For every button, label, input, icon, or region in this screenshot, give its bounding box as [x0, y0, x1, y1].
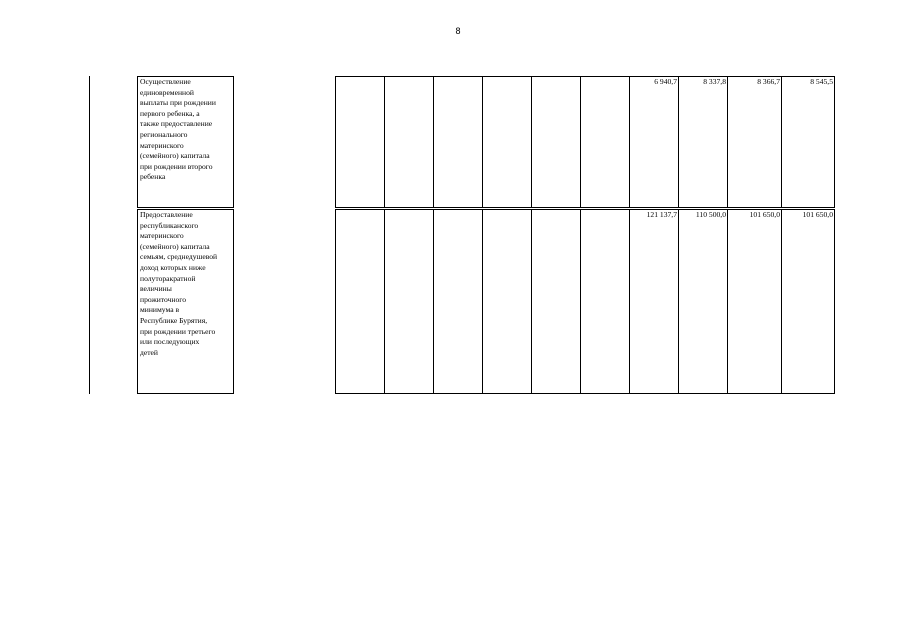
row-2-cells [335, 209, 835, 394]
row-2-cell-7: 121 137,7 [629, 209, 678, 393]
row-2-cell-6 [580, 209, 629, 393]
margin-rule [89, 76, 90, 394]
row-1-cell-2 [384, 76, 433, 207]
row-2-cell-1 [335, 209, 384, 393]
row-1-cell-7: 6 940,7 [629, 76, 678, 207]
row-1-cell-1 [335, 76, 384, 207]
row-2-cell-10: 101 650,0 [781, 209, 835, 393]
row-1-cell-9: 8 366,7 [727, 76, 781, 207]
row-1-cell-5 [531, 76, 580, 207]
row-2-cell-9: 101 650,0 [727, 209, 781, 393]
page-number: 8 [455, 26, 461, 36]
row-1-cell-4 [482, 76, 531, 207]
row-1-cells [335, 76, 835, 208]
row-1-cell-3 [433, 76, 482, 207]
row-2-cell-2 [384, 209, 433, 393]
row-2-cell-3 [433, 209, 482, 393]
row-1-cell-6 [580, 76, 629, 207]
row-2-cell-5 [531, 209, 580, 393]
row-2-cell-4 [482, 209, 531, 393]
row-2-description: Предоставление республиканского материнского (семейного) капитала семьям, среднедушевой доход которых ниже полуторакратной величины прожиточного минимума в Республике Бурятия, при рождении третьего или последующих детей [137, 209, 234, 394]
row-1-description: Осуществление единовременной выплаты при рождении первого ребенка, а также предоставление регионального материнского (семейного) капитала при рождении второго ребенка [137, 76, 234, 208]
row-1-cell-8: 8 337,8 [678, 76, 727, 207]
row-2-cell-8: 110 500,0 [678, 209, 727, 393]
row-1-cell-10: 8 545,5 [781, 76, 835, 207]
